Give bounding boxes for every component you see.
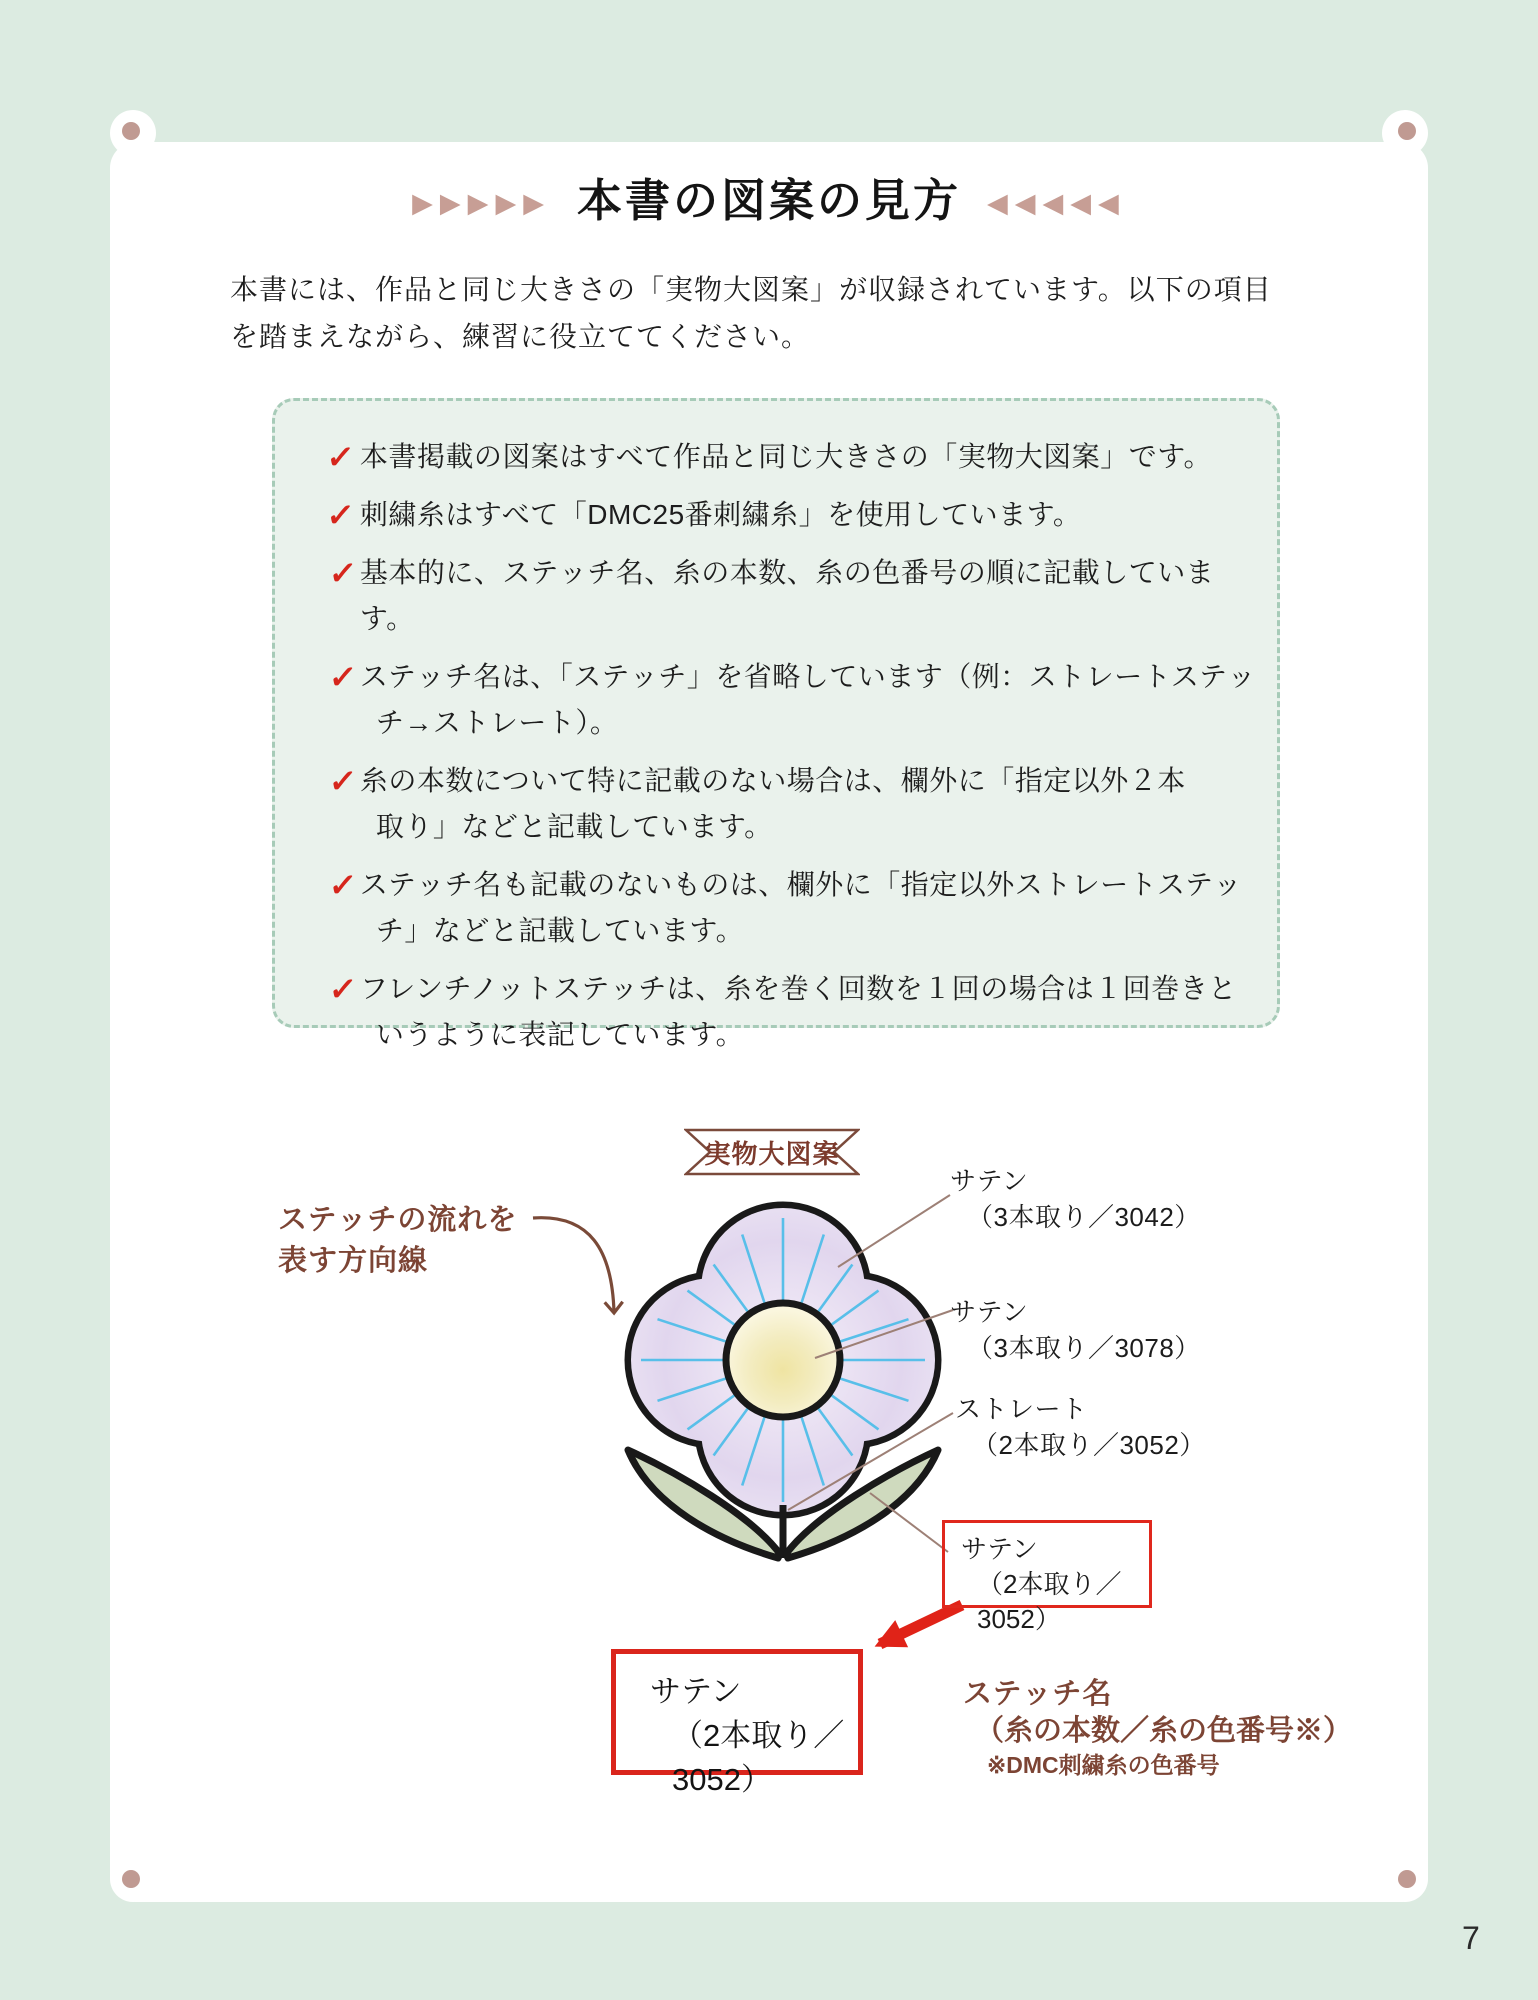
banner-label: 実物大図案 <box>704 1138 840 1169</box>
flower-center <box>726 1303 840 1417</box>
note-item <box>327 758 1257 850</box>
note-text: フレンチノットステッチは、糸を巻く回数を１回の場合は１回巻きと <box>359 973 1237 1004</box>
corner-dot <box>1398 122 1416 140</box>
stitch-name: サテン <box>950 1166 1029 1196</box>
corner-dot <box>122 122 140 140</box>
stitch-name-legend <box>963 1676 1352 1781</box>
intro-line: 本書には、作品と同じ大きさの「実物大図案」が収録されています。以下の項目 <box>230 274 1272 305</box>
note-text: 本書掲載の図案はすべて作品と同じ大きさの「実物大図案」です。 <box>359 441 1213 472</box>
notes-box <box>272 398 1280 1050</box>
note-text: 取り」などと記載しています。 <box>375 811 773 842</box>
direction-arrow <box>533 1218 614 1312</box>
intro-line: を踏まえながら、練習に役立ててください。 <box>230 321 811 352</box>
note-text: いうように表記しています。 <box>375 1019 745 1050</box>
stem-stitch-label <box>955 1391 1206 1463</box>
legend-line: （糸の本数／糸の色番号※） <box>975 1715 1353 1747</box>
note-text: 基本的に、ステッチ名、糸の本数、糸の色番号の順に記載しています。 <box>359 557 1215 634</box>
legend-line: ステッチ名 <box>963 1678 1113 1710</box>
note-text: 刺繍糸はすべて「DMC25番刺繍糸」を使用しています。 <box>359 499 1082 530</box>
note-text: ステッチ名は、「ステッチ」を省略しています（例：ストレートステッ <box>359 661 1256 692</box>
page-number: 7 <box>1462 1920 1480 1956</box>
checkmark-icon: ✓ <box>327 763 359 799</box>
note-item <box>327 434 1257 480</box>
note-item <box>327 654 1257 746</box>
stitch-detail: （3本取り／3078） <box>967 1333 1201 1363</box>
stitch-name: ストレート <box>955 1394 1088 1424</box>
stitch-detail: （3本取り／3042） <box>967 1202 1201 1232</box>
red-arrow <box>880 1605 962 1644</box>
note-item <box>327 966 1257 1058</box>
direction-label-line: ステッチの流れを <box>278 1204 518 1236</box>
corner-dot <box>122 1870 140 1888</box>
leader-line-petal <box>838 1195 950 1267</box>
direction-label <box>278 1200 517 1282</box>
note-item <box>327 862 1257 954</box>
legend-line: ※DMC刺繍糸の色番号 <box>987 1752 1220 1778</box>
checkmark-icon: ✓ <box>325 439 356 475</box>
leader-line-leaf <box>870 1493 948 1552</box>
intro-text <box>230 266 1340 360</box>
petal-stitch-label <box>950 1163 1201 1235</box>
stitch-name: サテン <box>961 1534 1038 1564</box>
direction-label-line: 表す方向線 <box>278 1245 429 1277</box>
checkmark-icon: ✓ <box>327 971 359 1007</box>
stitch-name: サテン <box>950 1297 1029 1327</box>
stitch-detail: （2本取り／3052） <box>977 1569 1122 1634</box>
note-text: 糸の本数について特に記載のない場合は、欄外に「指定以外２本 <box>359 765 1186 796</box>
center-stitch-label <box>950 1294 1201 1366</box>
left-triangles-icon: ▶▶▶▶▶ <box>412 188 551 218</box>
note-text: チ→ストレート）。 <box>375 707 619 738</box>
stitch-callout-box <box>611 1649 863 1797</box>
note-text: ステッチ名も記載のないものは、欄外に「指定以外ストレートステッ <box>359 869 1242 900</box>
stitch-detail: （2本取り／3052） <box>672 1718 845 1797</box>
checkmark-icon: ✓ <box>327 659 359 695</box>
note-item <box>327 492 1257 538</box>
note-text: チ」などと記載しています。 <box>375 915 745 946</box>
corner-dot <box>1398 1870 1416 1888</box>
stitch-name: サテン <box>650 1674 742 1709</box>
right-triangles-icon: ◀◀◀◀◀ <box>987 188 1126 218</box>
checkmark-icon: ✓ <box>327 555 359 591</box>
page-title: 本書の図案の見方 <box>576 175 961 226</box>
checkmark-icon: ✓ <box>325 497 356 533</box>
title-row <box>0 175 1538 226</box>
note-item <box>327 550 1257 642</box>
stitch-detail: （2本取り／3052） <box>972 1430 1206 1460</box>
checkmark-icon: ✓ <box>327 867 359 903</box>
leaf-stitch-callout-box <box>942 1520 1152 1634</box>
